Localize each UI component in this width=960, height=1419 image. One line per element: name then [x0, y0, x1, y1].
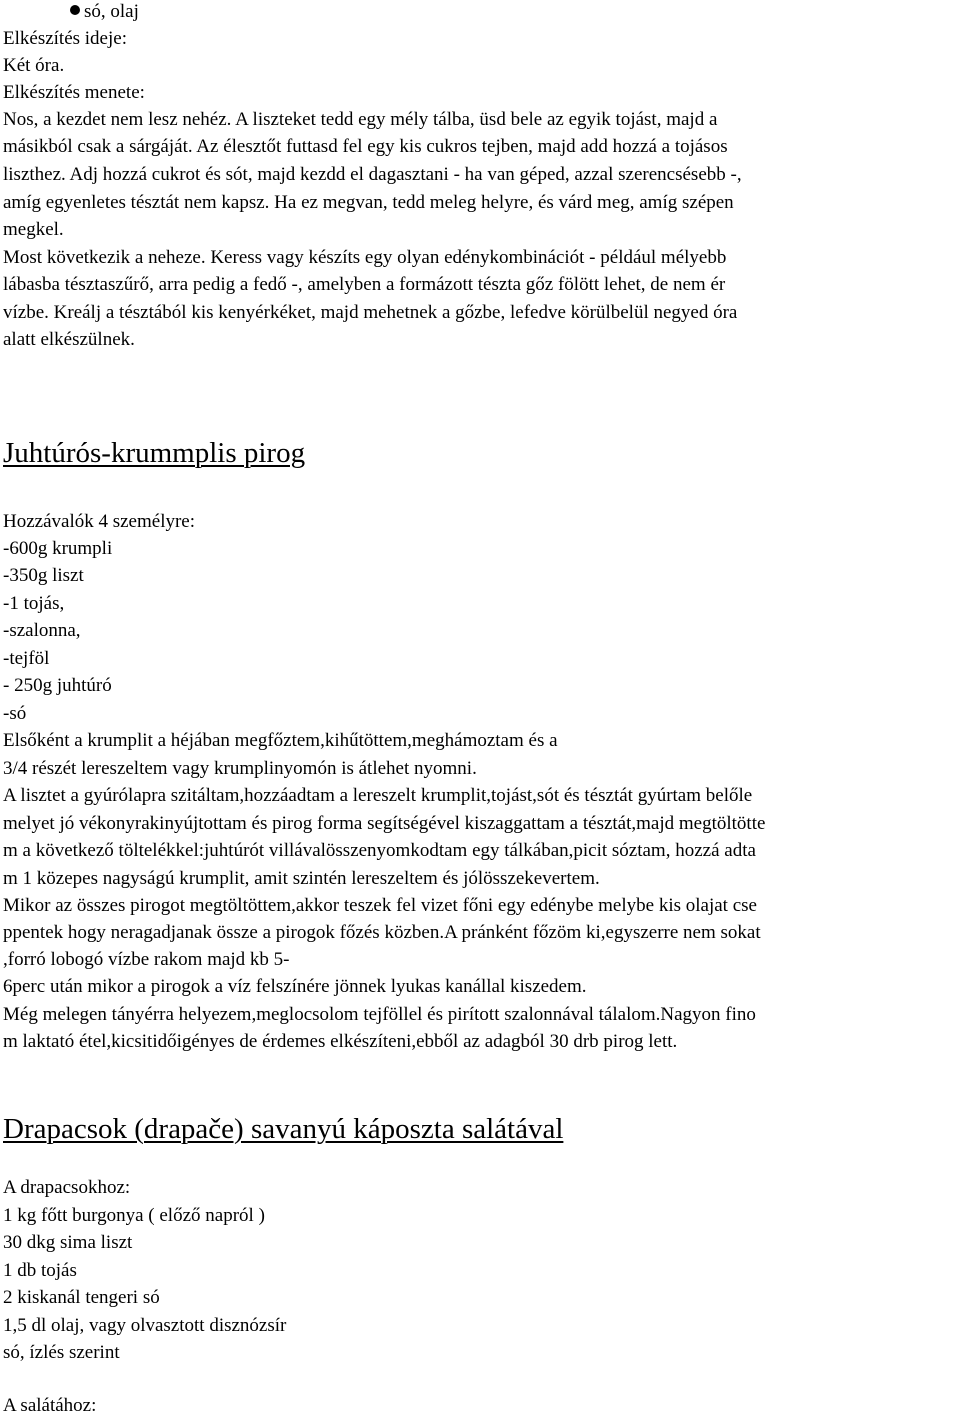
method-line: amíg egyenletes tésztát nem kapsz. Ha ez megvan, tedd meleg helyre, és várd meg, amíg szépen: [3, 192, 734, 213]
ingredient-item: 1 db tojás: [3, 1260, 77, 1281]
ingredient-item: 1,5 dl olaj, vagy olvasztott disznózsír: [3, 1315, 287, 1336]
ingredient-item: -só: [3, 703, 27, 724]
recipe-title: Juhtúrós-krummplis pirog: [3, 437, 306, 469]
method-line: Még melegen tányérra helyezem,meglocsolom tejföllel és pirított szalonnával tálalom.Nagyon fino: [3, 1004, 756, 1025]
method-line: Mikor az összes pirogot megtöltöttem,akkor teszek fel vizet főni egy edénybe melybe kis olajat cse: [3, 895, 757, 916]
ingredient-item: -600g krumpli: [3, 538, 113, 559]
method-line: melyet jó vékonyrakinyújtottam és pirog forma segítségével kiszaggattam a tésztát,majd megtöltötte: [3, 813, 766, 834]
ingredient-item: -1 tojás,: [3, 593, 65, 614]
method-line: vízbe. Kreálj a tésztából kis kenyérkéket, majd mehetnek a gőzbe, lefedve körülbelül negyed óra: [3, 302, 738, 323]
salad-label: A salátához:: [3, 1395, 97, 1416]
method-line: m laktató étel,kicsitidőigényes de érdemes elkészíteni,ebből az adagból 30 drb pirog lett.: [3, 1031, 678, 1052]
method-line: megkel.: [3, 219, 64, 240]
method-line: ,forró lobogó vízbe rakom majd kb 5-: [3, 949, 290, 970]
method-line: Most következik a neheze. Keress vagy készíts egy olyan edénykombinációt - például mélyebb: [3, 247, 727, 268]
ingredient-item: 30 dkg sima liszt: [3, 1232, 133, 1253]
ingredient-item: -szalonna,: [3, 620, 81, 641]
prep-time-value: Két óra.: [3, 55, 65, 76]
bullet-item: [70, 0, 139, 25]
method-line: másikból csak a sárgáját. Az élesztőt futtasd fel egy kis cukros tejben, majd add hozzá a tojásos: [3, 136, 728, 157]
ingredient-item: 2 kiskanál tengeri só: [3, 1287, 160, 1308]
method-line: liszthez. Adj hozzá cukrot és sót, majd kezdd el dagasztani - ha van géped, azzal szerencsésebb -,: [3, 164, 742, 185]
method-line: A lisztet a gyúrólapra szitáltam,hozzáadtam a lereszelt krumplit,tojást,sót és tésztát gyúrtam belőle: [3, 785, 753, 806]
ingredient-item: -tejföl: [3, 648, 50, 669]
method-line: Nos, a kezdet nem lesz nehéz. A liszteket tedd egy mély tálba, üsd bele az egyik tojást, majd a: [3, 109, 718, 130]
method-label: Elkészítés menete:: [3, 82, 145, 103]
method-line: 6perc után mikor a pirogok a víz felszínére jönnek lyukas kanállal kiszedem.: [3, 976, 587, 997]
method-line: m a következő töltelékkel:juhtúrót villávalösszenyomkodtam egy tálkában,picit sóztam, hozzá adta: [3, 840, 756, 861]
ingredient-item: 1 kg főtt burgonya ( előző napról ): [3, 1205, 265, 1226]
method-line: lábasba tésztaszűrő, arra pedig a fedő -, amelyben a formázott tészta gőz fölött lehet, de nem ér: [3, 274, 726, 295]
method-line: ppentek hogy neragadjanak össze a pirogok főzés közben.A pránként főzöm ki,egyszerre nem sokat: [3, 922, 761, 943]
prep-time-label: Elkészítés ideje:: [3, 28, 127, 49]
method-line: 3/4 részét lereszeltem vagy krumplinyomón is átlehet nyomni.: [3, 758, 477, 779]
ingredient-item: - 250g juhtúró: [3, 675, 112, 696]
ingredient-item: -350g liszt: [3, 565, 84, 586]
method-line: alatt elkészülnek.: [3, 329, 135, 350]
method-line: m 1 közepes nagyságú krumplit, amit szintén lereszeltem és jólösszekevertem.: [3, 868, 600, 889]
ingredients-label: Hozzávalók 4 személyre:: [3, 511, 196, 532]
recipe-title: Drapacsok (drapače) savanyú káposzta salátával: [3, 1113, 564, 1145]
ingredients-label: A drapacsokhoz:: [3, 1177, 131, 1198]
method-line: Elsőként a krumplit a héjában megfőztem,kihűtöttem,meghámoztam és a: [3, 730, 558, 751]
bullet-item-text: só, olaj: [84, 1, 139, 22]
bullet-icon: [70, 5, 80, 15]
ingredient-item: só, ízlés szerint: [3, 1342, 120, 1363]
